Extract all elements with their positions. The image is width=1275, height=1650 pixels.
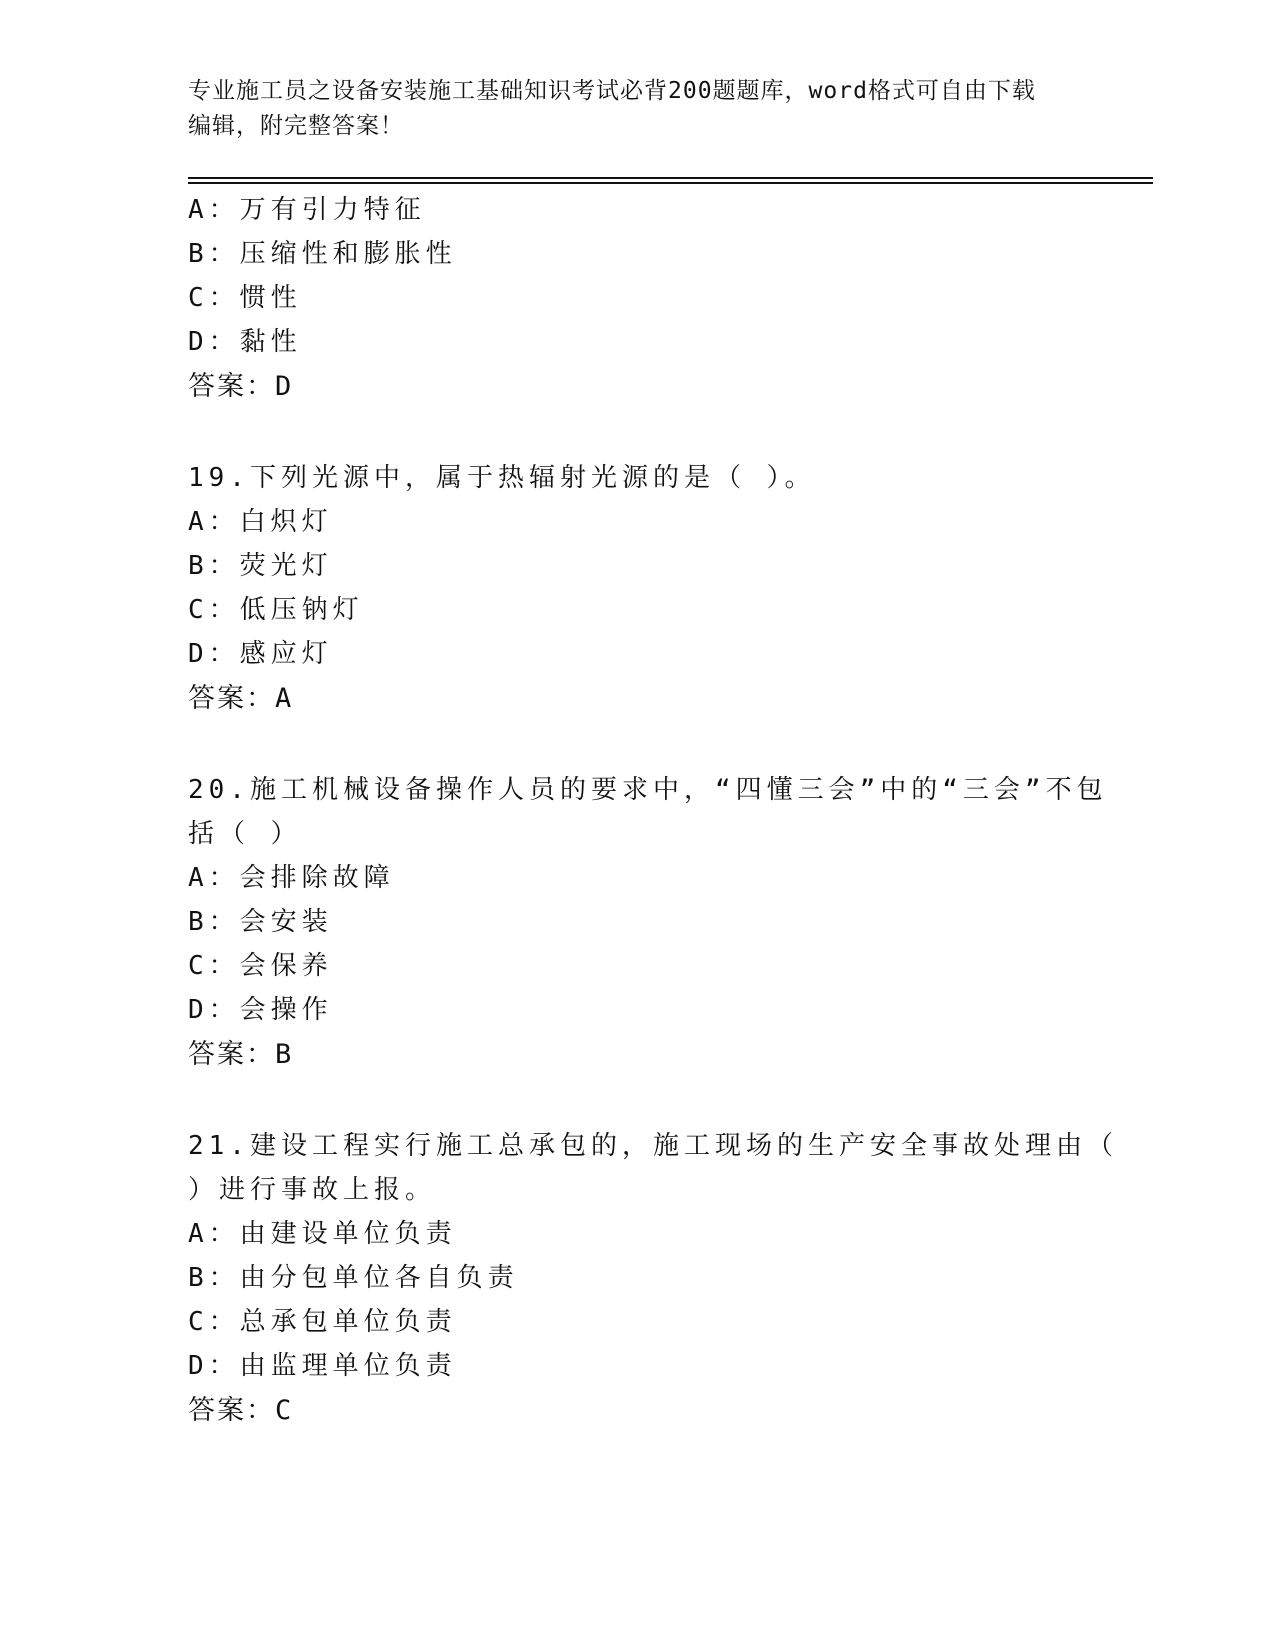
q19-option-b: B：荧光灯 [188, 551, 333, 581]
q19-question: 19.下列光源中，属于热辐射光源的是（ ）。 [188, 463, 816, 493]
q18-option-d: D：黏性 [188, 327, 302, 357]
q18-option-c: C：惯性 [188, 283, 302, 313]
q21-option-a: A：由建设单位负责 [188, 1219, 457, 1249]
q21-option-b: B：由分包单位各自负责 [188, 1263, 519, 1293]
q20-option-b: B：会安装 [188, 907, 333, 937]
q21-question-line-1: 21.建设工程实行施工总承包的，施工现场的生产安全事故处理由（ [188, 1131, 1118, 1161]
header-title-line-1: 专业施工员之设备安装施工基础知识考试必背200题题库，word格式可自由下载 [188, 78, 1036, 104]
q20-question-line-2: 括（ ） [188, 819, 302, 849]
q19-option-d: D：感应灯 [188, 639, 333, 669]
q20-option-d: D：会操作 [188, 995, 333, 1025]
q21-question-line-2: ）进行事故上报。 [188, 1175, 437, 1205]
q21-answer: 答案：C [188, 1395, 294, 1426]
q21-option-c: C：总承包单位负责 [188, 1307, 457, 1337]
q18-option-b: B：压缩性和膨胀性 [188, 239, 457, 269]
header-divider-top [188, 177, 1153, 179]
q20-option-c: C：会保养 [188, 951, 333, 981]
q19-option-c: C：低压钠灯 [188, 595, 364, 625]
q20-answer: 答案：B [188, 1039, 294, 1070]
q21-option-d: D：由监理单位负责 [188, 1351, 457, 1381]
header-title-line-2: 编辑，附完整答案！ [188, 113, 404, 139]
q18-option-a: A：万有引力特征 [188, 195, 426, 225]
q19-option-a: A：白炽灯 [188, 507, 333, 537]
document-header [188, 74, 1088, 144]
q18-answer: 答案：D [188, 371, 294, 402]
header-divider-bottom [188, 182, 1153, 184]
q19-answer: 答案：A [188, 683, 294, 714]
q20-question-line-1: 20.施工机械设备操作人员的要求中，“四懂三会”中的“三会”不包 [188, 775, 1108, 805]
q20-option-a: A：会排除故障 [188, 863, 395, 893]
